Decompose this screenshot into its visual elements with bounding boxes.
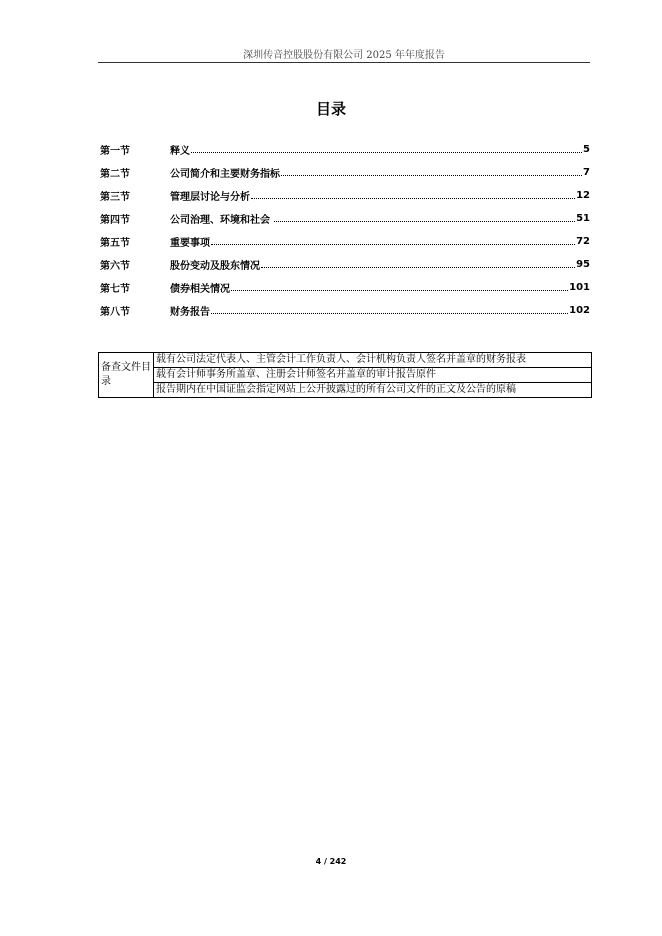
toc-entry[interactable] bbox=[100, 138, 590, 161]
toc-section-number: 第五节 bbox=[100, 238, 130, 249]
reference-documents-table bbox=[98, 352, 592, 398]
toc-entry[interactable] bbox=[100, 230, 590, 253]
toc-page-number: 72 bbox=[576, 236, 590, 247]
toc-section-title: 股份变动及股东情况 bbox=[170, 261, 260, 272]
toc-entry[interactable] bbox=[100, 161, 590, 184]
reference-document-item: 报告期内在中国证监会指定网站上公开披露过的所有公司文件的正文及公告的原稿 bbox=[154, 383, 592, 398]
page-number-footer: 4 / 242 bbox=[315, 857, 347, 866]
toc-entry[interactable] bbox=[100, 253, 590, 276]
toc-page-number: 95 bbox=[576, 259, 590, 270]
reference-documents-label: 备查文件目录 bbox=[99, 353, 154, 398]
toc-section-title: 公司简介和主要财务指标 bbox=[170, 169, 280, 180]
toc-entry[interactable] bbox=[100, 184, 590, 207]
toc-section-number: 第四节 bbox=[100, 215, 130, 226]
toc-entry[interactable] bbox=[100, 276, 590, 299]
toc-section-number: 第八节 bbox=[100, 307, 130, 318]
table-row bbox=[99, 368, 592, 383]
toc-entry[interactable] bbox=[100, 207, 590, 230]
table-row bbox=[99, 353, 592, 368]
toc-leader-dots bbox=[211, 313, 568, 314]
toc-page-number: 51 bbox=[576, 213, 590, 224]
toc-page-number: 5 bbox=[583, 144, 590, 155]
toc-page-number: 7 bbox=[583, 167, 590, 178]
toc-leader-dots bbox=[231, 290, 568, 291]
toc-section-title: 释义 bbox=[170, 146, 190, 157]
reference-document-item: 载有会计师事务所盖章、注册会计师签名并盖章的审计报告原件 bbox=[154, 368, 592, 383]
toc-section-title: 管理层讨论与分析 bbox=[170, 192, 250, 203]
header-divider bbox=[98, 62, 590, 63]
toc-section-number: 第三节 bbox=[100, 192, 130, 203]
page-header: 深圳传音控股股份有限公司 2025 年年度报告 bbox=[243, 50, 445, 61]
toc-section-number: 第一节 bbox=[100, 146, 130, 157]
toc-section-title: 债券相关情况 bbox=[170, 284, 230, 295]
toc-leader-dots bbox=[274, 221, 575, 222]
toc-section-title: 公司治理、环境和社会 bbox=[170, 215, 274, 226]
toc-page-number: 101 bbox=[569, 282, 590, 293]
toc-page-number: 12 bbox=[576, 190, 590, 201]
toc-section-number: 第二节 bbox=[100, 169, 130, 180]
page-title: 目录 bbox=[315, 100, 346, 118]
toc-section-title: 重要事项 bbox=[170, 238, 210, 249]
toc-page-number: 102 bbox=[569, 305, 590, 316]
toc-leader-dots bbox=[211, 244, 575, 245]
table-row bbox=[99, 383, 592, 398]
toc-leader-dots bbox=[251, 198, 575, 199]
toc-section-number: 第六节 bbox=[100, 261, 130, 272]
toc-entry[interactable] bbox=[100, 299, 590, 322]
toc-leader-dots bbox=[281, 175, 582, 176]
toc-section-title: 财务报告 bbox=[170, 307, 210, 318]
toc-leader-dots bbox=[261, 267, 575, 268]
table-of-contents bbox=[100, 138, 590, 322]
toc-leader-dots bbox=[191, 152, 582, 153]
reference-document-item: 载有公司法定代表人、主管会计工作负责人、会计机构负责人签名并盖章的财务报表 bbox=[154, 353, 592, 368]
toc-section-number: 第七节 bbox=[100, 284, 130, 295]
